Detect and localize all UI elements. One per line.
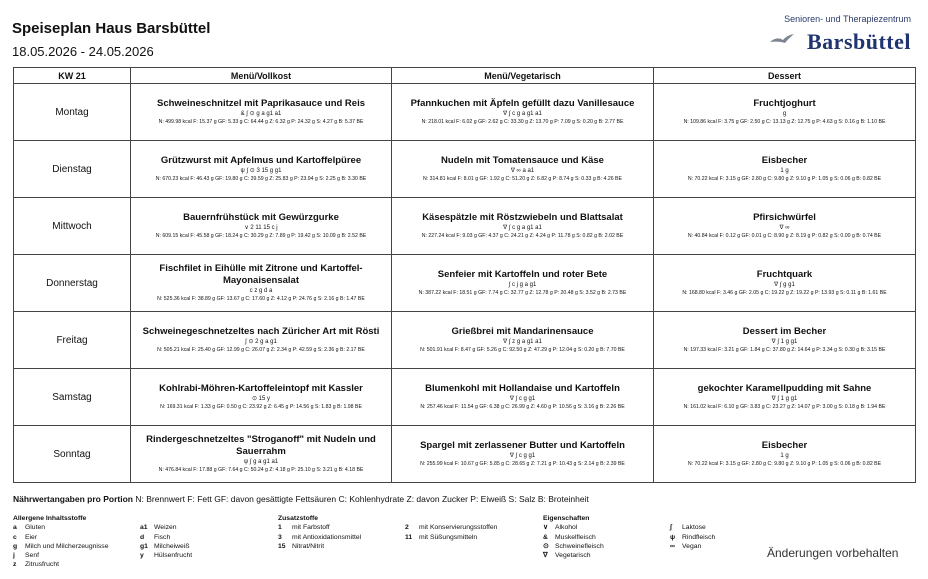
legend-item [13,523,109,532]
legend-code: g1 [140,542,148,550]
legend-label: mit Farbstoff [292,524,330,532]
legend-code: ψ [670,533,676,541]
day-cell: Mittwoch [14,198,131,255]
legend-item [278,533,361,542]
changes-note: Änderungen vorbehalten [767,546,899,560]
legend-label: mit Konservierungsstoffen [419,524,498,532]
nutrition-info: N: 499.98 kcal F: 15.37 g GF: 5.33 g C: 64.44 g Z: 6.32 g P: 24.32 g S: 4.27 g B: 5.37 BE [158,119,364,125]
nutrition-info: N: 197.33 kcal F: 3.21 g GF: 1.84 g C: 37.80 g Z: 14.64 g P: 3.34 g S: 0.30 g B: 3.15 BE [683,347,886,353]
legend-item [543,551,604,560]
nutrition-info: N: 70.22 kcal F: 3.15 g GF: 2.80 g C: 9.80 g Z: 9.10 g P: 1.05 g S: 0.06 g B: 0.82 BE [687,176,882,182]
nutrition-info: N: 505.21 kcal F: 25.40 g GF: 12.99 g C: 26.07 g Z: 2.34 g P: 42.59 g S: 2.36 g B: 2.17 BE [157,347,365,353]
dish-name: gekochter Karamellpudding mit Sahne [697,383,872,394]
legend-label: Hülsenfrucht [154,552,193,560]
legend-item [543,533,604,542]
meal-cell-dessert [654,141,916,198]
table-row [14,198,916,255]
table-row [14,84,916,141]
day-cell: Dienstag [14,141,131,198]
legend-allergens-a [13,514,109,570]
legend-label: mit Süßungsmitteln [419,533,478,541]
nutrition-legend [13,494,589,504]
meal-codes: ∇ ∫ 1 g g1 [771,396,798,402]
legend-label: Rindfleisch [682,533,716,541]
legend-item [13,533,109,542]
legend-code: 11 [405,533,413,541]
meal-codes: g [782,111,787,117]
dish-name: Grießbrei mit Mandarinensauce [451,326,594,337]
legend-code: 2 [405,524,409,532]
legend-label: Vegetarisch [555,552,591,560]
nutrition-info: N: 70.22 kcal F: 3.15 g GF: 2.80 g C: 9.80 g Z: 9.10 g P: 1.05 g S: 0.06 g B: 0.82 BE [687,461,882,467]
page-title: Speiseplan Haus Barsbüttel [12,20,211,37]
column-header-week: KW 21 [14,68,131,84]
legend-allergens-b [140,523,192,560]
legend-label: mit Antioxidationsmittel [292,533,362,541]
nutrition-info: N: 476.84 kcal F: 17.88 g GF: 7.64 g C: 50.24 g Z: 4.18 g P: 25.10 g S: 3.21 g B: 4.18 BE [158,467,364,473]
meal-cell-vollkost [131,312,392,369]
meal-cell-vollkost [131,255,392,312]
legend-code: z [13,561,17,569]
meal-cell-vollkost [131,198,392,255]
legend-code: ∫ [670,524,672,532]
legend-additives-a [278,514,361,551]
meal-cell-vollkost [131,426,392,483]
legend-code: ∞ [670,542,675,550]
legend-code: 1 [278,524,282,532]
legend-item [140,523,192,532]
logo [765,11,917,55]
table-row [14,312,916,369]
meal-codes: ∇ ∞ a a1 [510,168,535,174]
legend-code: c [13,533,17,541]
meal-codes: ⊙ 15 y [251,396,271,402]
meal-codes: ∇ ∫ c g a g1 a1 [503,111,542,117]
table-row [14,141,916,198]
meal-cell-dessert [654,369,916,426]
meal-codes: 1 g [780,168,789,174]
bird-icon [769,33,795,52]
meal-cell-vegetarisch [392,141,654,198]
meal-cell-vegetarisch [392,312,654,369]
meal-codes: 1 g [780,453,789,459]
menu-table [13,67,916,483]
nutrition-info: N: 169.31 kcal F: 1.33 g GF: 0.50 g C: 23.92 g Z: 6.45 g P: 14.56 g S: 1.83 g B: 1.98 BE [160,404,362,410]
legend-item [405,533,497,542]
legend-label: Vegan [682,542,702,550]
nutrition-info: N: 161.02 kcal F: 6.10 g GF: 3.83 g C: 23.27 g Z: 14.07 g P: 3.00 g S: 0.18 g B: 1.94 BE [683,404,886,410]
legend-code: j [13,552,15,560]
legend-code: ⊙ [543,542,549,550]
dish-name: Schweinegeschnetzeltes nach Züricher Art mit Rösti [142,326,380,337]
meal-codes: c z g d a [249,288,273,294]
nutrition-info: N: 255.99 kcal F: 10.67 g GF: 5.85 g C: 28.65 g Z: 7.21 g P: 10.43 g S: 2.14 g B: 2.39 BE [420,461,625,467]
meal-cell-dessert [654,84,916,141]
legend-code: ∨ [543,524,548,532]
dish-name: Eisbecher [761,155,808,166]
dish-name: Fruchtjoghurt [753,98,816,109]
dish-name: Kohlrabi-Möhren-Kartoffeleintopf mit Kassler [159,383,363,394]
day-cell: Sonntag [14,426,131,483]
meal-codes: ∇ ∫ c g g1 [509,453,536,459]
column-header-dessert: Dessert [654,68,916,84]
dish-name: Fischfilet in Eihülle mit Zitrone und Kartoffel-Mayonaisensalat [159,263,363,286]
meal-codes: ψ ∫ g a g1 a1 [243,459,279,465]
legend-label: Muskelfleisch [555,533,596,541]
dish-name: Pfirsichwürfel [753,212,816,223]
meal-cell-vollkost [131,141,392,198]
meal-cell-vegetarisch [392,369,654,426]
meal-cell-dessert [654,198,916,255]
nutrition-info: N: 670.23 kcal F: 46.43 g GF: 19.80 g C: 39.59 g Z: 25.83 g P: 23.94 g S: 2.25 g B: 3.30 BE [155,176,367,182]
dish-name: Dessert im Becher [742,326,827,337]
dish-name: Blumenkohl mit Hollandaise und Kartoffeln [425,383,620,394]
legend-item [13,560,109,569]
meal-codes: ∇ ∞ [779,225,790,231]
day-cell: Freitag [14,312,131,369]
legend-item [405,523,497,532]
dish-name: Grützwurst mit Apfelmus und Kartoffelpüree [160,155,362,166]
legend-item [670,542,715,551]
nutrition-info: N: 218.01 kcal F: 6.02 g GF: 2.62 g C: 33.30 g Z: 13.70 g P: 7.09 g S: 0.20 g B: 2.77 BE [421,119,624,125]
nutrition-info: N: 609.15 kcal F: 45.58 g GF: 18.24 g C: 30.29 g Z: 7.89 g P: 19.42 g S: 10.09 g B: 2.52 BE [155,233,367,239]
meal-codes: & ∫ ⊙ g a g1 a1 [240,111,282,117]
legend-label: Fisch [154,533,171,541]
nutrition-info: N: 314.81 kcal F: 8.01 g GF: 1.92 g C: 51.20 g Z: 6.82 g P: 8.74 g S: 0.33 g B: 4.26 BE [423,176,622,182]
legend-code: 15 [278,542,286,550]
meal-codes: ∫ c j g a g1 [508,282,537,288]
legend-label: Zitrusfrucht [25,561,59,569]
nutrition-info: N: 387.22 kcal F: 18.51 g GF: 7.74 g C: 32.77 g Z: 12.78 g P: 20.48 g S: 3.52 g B: 2.73 BE [418,290,627,296]
dish-name: Pfannkuchen mit Äpfeln gefüllt dazu Vanillesauce [410,98,635,109]
meal-codes: ∫ ⊙ 2 g a g1 [245,339,277,345]
meal-cell-dessert [654,312,916,369]
meal-cell-dessert [654,255,916,312]
legend-additives-title: Zusatzstoffe [278,515,319,522]
meal-cell-vegetarisch [392,84,654,141]
legend-properties-title: Eigenschaften [543,515,590,522]
dish-name: Käsespätzle mit Röstzwiebeln und Blattsalat [422,212,623,223]
logo-subtitle: Senioren- und Therapiezentrum [784,14,911,24]
dish-name: Nudeln mit Tomatensauce und Käse [441,155,604,166]
meal-cell-vegetarisch [392,426,654,483]
meal-codes: ∇ ∫ z g a g1 a1 [503,339,542,345]
legend-item [140,533,192,542]
dish-name: Bauernfrühstück mit Gewürzgurke [183,212,339,223]
legend-label: Eier [25,533,38,541]
day-cell: Donnerstag [14,255,131,312]
dish-name: Fruchtquark [756,269,813,280]
meal-codes: ∇ ∫ g g1 [774,282,795,288]
legend-label: Alkohol [555,524,578,532]
legend-properties-b [670,523,715,551]
legend-item [543,542,604,551]
legend-label: Weizen [154,524,177,532]
meal-cell-vegetarisch [392,198,654,255]
legend-code: ∇ [543,552,548,560]
nutrition-info: N: 40.84 kcal F: 0.12 g GF: 0.01 g C: 8.90 g Z: 8.19 g P: 0.82 g S: 0.00 g B: 0.74 BE [687,233,882,239]
legend-label: Laktose [682,524,706,532]
column-header-vollkost: Menü/Vollkost [131,68,392,84]
dish-name: Schweineschnitzel mit Paprikasauce und Reis [156,98,366,109]
legend-code: g [13,542,18,550]
dish-name: Spargel mit zerlassener Butter und Kartoffeln [420,440,625,451]
nutrition-info: N: 227.24 kcal F: 9.03 g GF: 4.37 g C: 24.21 g Z: 4.24 g P: 11.78 g S: 0.82 g B: 2.02 BE [421,233,624,239]
legend-label: Gluten [25,524,46,532]
legend-item [13,542,109,551]
meal-cell-vollkost [131,369,392,426]
day-cell: Montag [14,84,131,141]
legend-code: y [140,552,144,560]
nutrition-legend-label: Nährwertangaben pro Portion [13,494,133,504]
meal-codes: ∇ ∫ 1 g g1 [771,339,798,345]
legend-code: & [543,533,548,541]
meal-cell-dessert [654,426,916,483]
legend-label: Senf [25,552,39,560]
legend-code: a1 [140,524,148,532]
dish-name: Senfeier mit Kartoffeln und roter Bete [437,269,608,280]
legend-allergens-title: Allergene Inhaltsstoffe [13,515,87,522]
table-row [14,369,916,426]
legend-label: Milch und Milcherzeugnisse [25,542,109,550]
meal-codes: ∨ 2 11 15 c j [244,225,278,231]
column-header-vegetarisch: Menü/Vegetarisch [392,68,654,84]
dish-name: Rindergeschnetzeltes "Stroganoff" mit Nudeln und Sauerrahm [146,434,376,457]
legend-label: Nitrat/Nitrit [292,542,325,550]
meal-codes: ∇ ∫ c g a g1 a1 [503,225,542,231]
legend-item [278,542,361,551]
legend-item [670,533,715,542]
legend-label: Schweinefleisch [555,542,604,550]
table-row [14,255,916,312]
meal-cell-vollkost [131,84,392,141]
legend-item [543,523,604,532]
day-cell: Samstag [14,369,131,426]
date-range: 18.05.2026 - 24.05.2026 [12,44,154,59]
nutrition-info: N: 168.80 kcal F: 3.46 g GF: 2.05 g C: 19.22 g Z: 19.22 g P: 13.93 g S: 0.11 g B: 1.61 BE [682,290,887,296]
legend-item [13,551,109,560]
legend-item [670,523,715,532]
nutrition-info: N: 109.86 kcal F: 3.75 g GF: 2.50 g C: 13.13 g Z: 12.75 g P: 4.63 g S: 0.16 g B: 1.10 BE [683,119,886,125]
legend-code: 3 [278,533,282,541]
logo-brand: Barsbüttel [807,29,911,54]
meal-cell-vegetarisch [392,255,654,312]
dish-name: Eisbecher [761,440,808,451]
legend-code: a [13,524,17,532]
table-header-row [14,68,916,84]
legend-item [278,523,361,532]
meal-codes: ∇ ∫ c g g1 [509,396,536,402]
nutrition-info: N: 257.46 kcal F: 11.54 g GF: 6.38 g C: 26.99 g Z: 4.60 g P: 10.56 g S: 3.16 g B: 2.26 BE [420,404,625,410]
legend-item [140,542,192,551]
legend-label: Milcheiweiß [154,542,190,550]
nutrition-info: N: 525.36 kcal F: 38.89 g GF: 13.67 g C: 17.60 g Z: 4.12 g P: 24.76 g S: 2.16 g B: 1.47 BE [157,296,365,302]
legend-properties-a [543,514,604,560]
legend-item [140,551,192,560]
table-row [14,426,916,483]
legend-code: d [140,533,145,541]
nutrition-legend-text: N: Brennwert F: Fett GF: davon gesättigte Fettsäuren C: Kohlenhydrate Z: davon Zucker P: Eiweiß S: Salz B: Broteinheit [132,494,589,504]
meal-codes: ψ ∫ ⊙ 3 15 g g1 [240,168,282,174]
legend-additives-b [405,523,497,542]
nutrition-info: N: 501.91 kcal F: 8.47 g GF: 5.26 g C: 92.50 g Z: 47.29 g P: 12.04 g S: 0.20 g B: 7.70 BE [420,347,625,353]
